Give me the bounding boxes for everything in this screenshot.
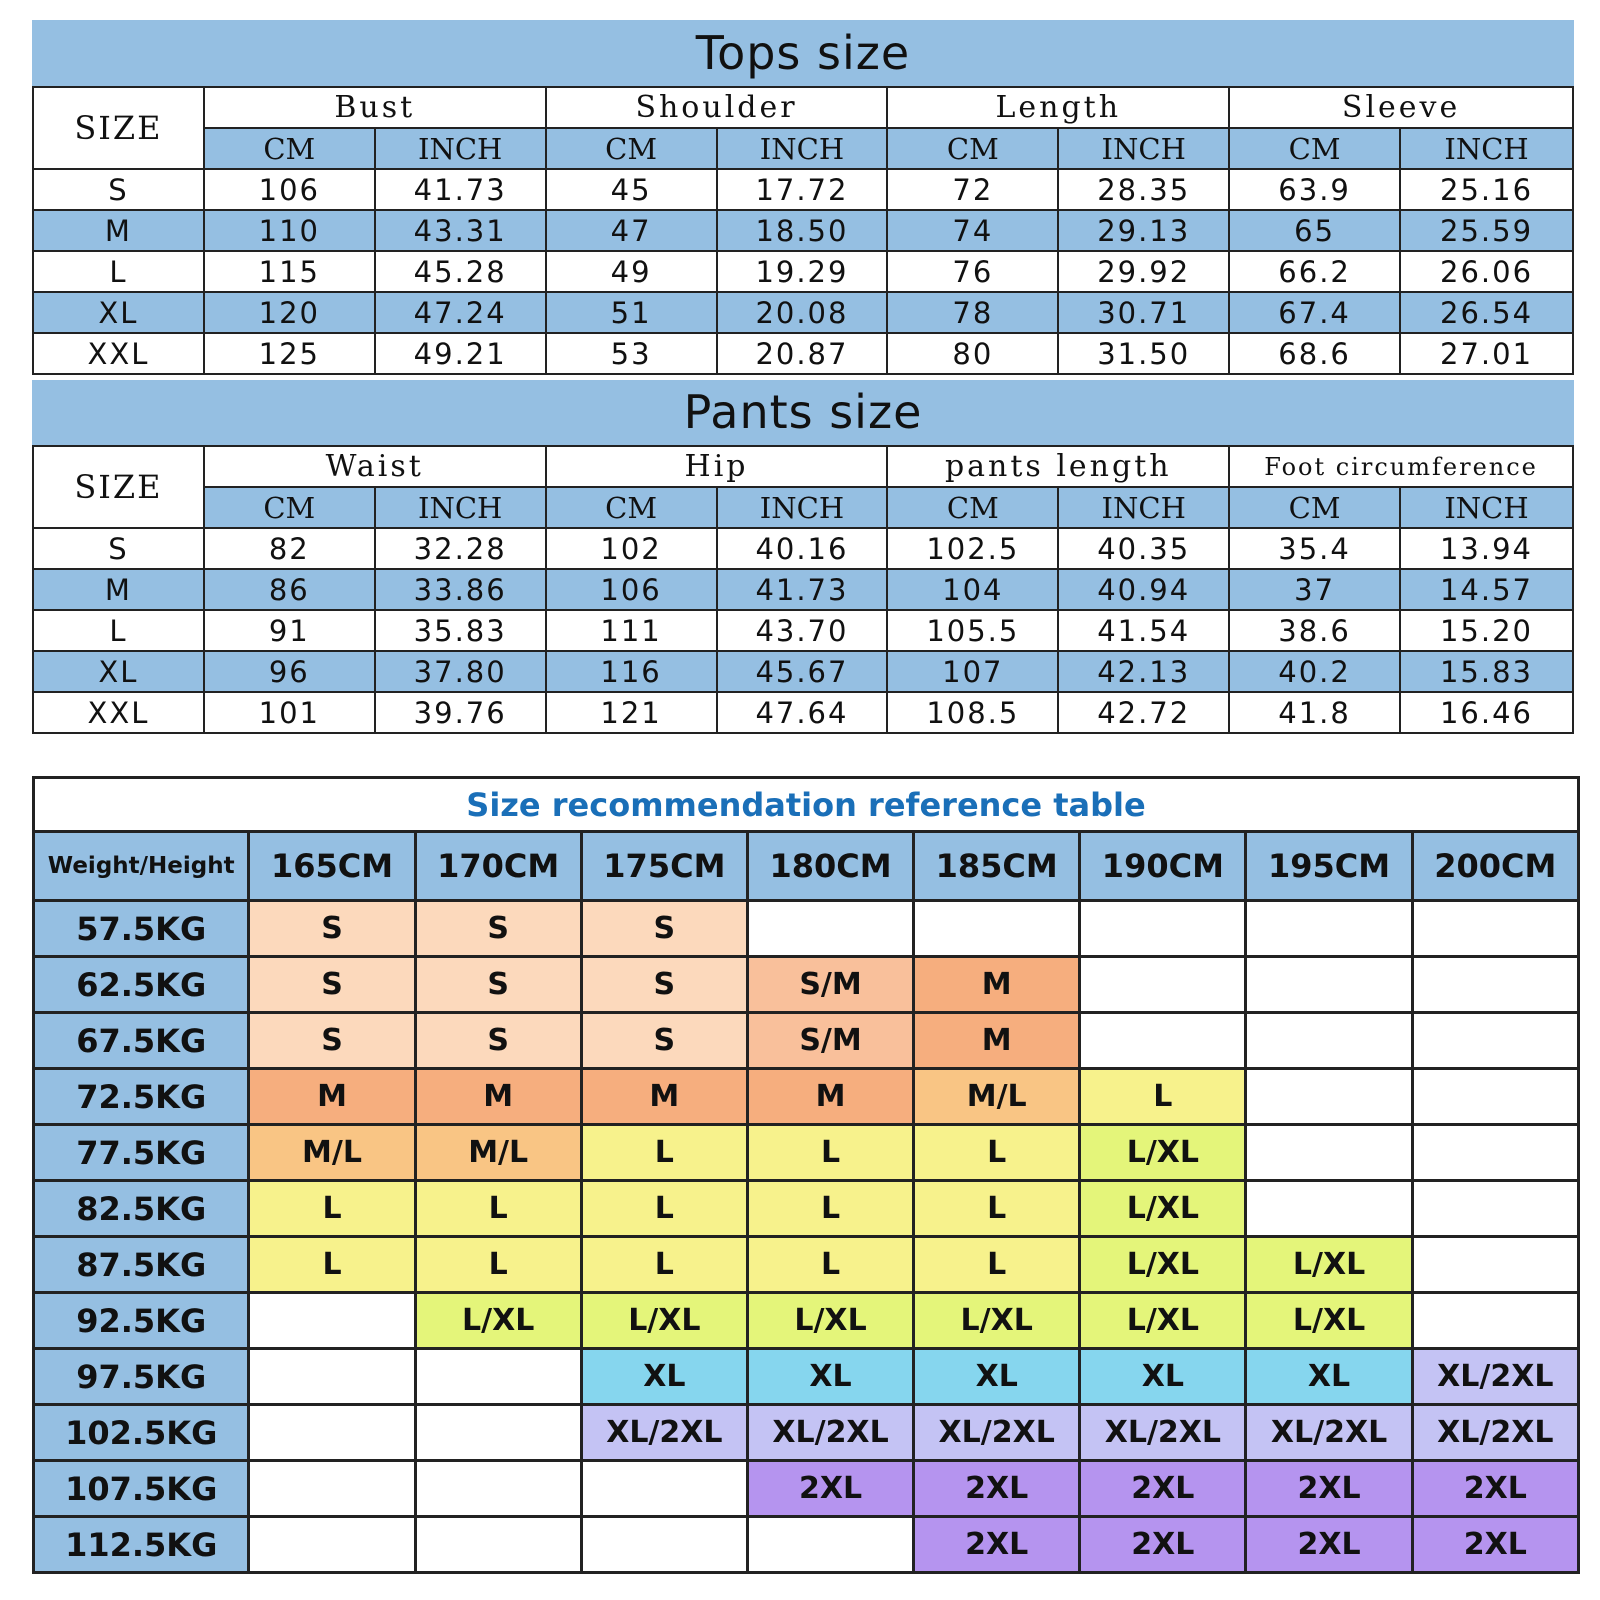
- recommended-size-cell: [1412, 1181, 1578, 1237]
- recommended-size-cell: [1412, 1125, 1578, 1181]
- size-row: [33, 333, 1573, 374]
- recommended-size-cell: 2XL: [1412, 1517, 1578, 1573]
- size-column-header: SIZE: [33, 446, 204, 528]
- measurement-cell: 32.28: [375, 528, 546, 569]
- recommended-size-cell: L/XL: [581, 1293, 747, 1349]
- measure-group-header: Waist: [204, 446, 546, 487]
- measurement-cell: 49.21: [375, 333, 546, 374]
- recommended-size-cell: M: [249, 1069, 415, 1125]
- measurement-cell: 27.01: [1400, 333, 1573, 374]
- measurement-cell: 121: [546, 692, 717, 733]
- measurement-cell: 17.72: [717, 169, 888, 210]
- weight-row: [34, 901, 1579, 957]
- measurement-cell: 115: [204, 251, 375, 292]
- recommended-size-cell: [581, 1461, 747, 1517]
- recommended-size-cell: [1080, 957, 1246, 1013]
- height-header: 170CM: [415, 832, 581, 901]
- measurement-cell: 43.70: [717, 610, 888, 651]
- measurement-cell: 67.4: [1229, 292, 1400, 333]
- recommended-size-cell: [1412, 1013, 1578, 1069]
- size-row: [33, 610, 1573, 651]
- recommended-size-cell: 2XL: [1412, 1461, 1578, 1517]
- recommended-size-cell: L: [1080, 1069, 1246, 1125]
- tops-title: Tops size: [32, 20, 1574, 86]
- recommended-size-cell: XL/2XL: [1412, 1405, 1578, 1461]
- unit-header: CM: [204, 487, 375, 528]
- recommended-size-cell: L: [914, 1181, 1080, 1237]
- unit-header: CM: [1229, 128, 1400, 169]
- recommended-size-cell: S: [249, 901, 415, 957]
- measurement-cell: 26.54: [1400, 292, 1573, 333]
- recommended-size-cell: L/XL: [1080, 1125, 1246, 1181]
- recommended-size-cell: M/L: [415, 1125, 581, 1181]
- measurement-cell: 63.9: [1229, 169, 1400, 210]
- weight-header: 112.5KG: [34, 1517, 249, 1573]
- recommended-size-cell: [249, 1461, 415, 1517]
- measurement-cell: 41.73: [717, 569, 888, 610]
- weight-header: 57.5KG: [34, 901, 249, 957]
- measure-group-header: Sleeve: [1229, 87, 1573, 128]
- recommended-size-cell: [1246, 901, 1412, 957]
- measure-group-header: pants length: [887, 446, 1229, 487]
- measurement-cell: 104: [887, 569, 1058, 610]
- recommended-size-cell: L/XL: [1246, 1237, 1412, 1293]
- measure-group-header: Shoulder: [546, 87, 888, 128]
- measurement-cell: 42.13: [1058, 651, 1229, 692]
- recommended-size-cell: 2XL: [914, 1517, 1080, 1573]
- size-label-cell: L: [33, 610, 204, 651]
- recommended-size-cell: [747, 1517, 913, 1573]
- measurement-cell: 49: [546, 251, 717, 292]
- recommended-size-cell: [415, 1461, 581, 1517]
- measurement-cell: 20.87: [717, 333, 888, 374]
- unit-header: CM: [546, 128, 717, 169]
- recommended-size-cell: [1412, 957, 1578, 1013]
- height-header: 190CM: [1080, 832, 1246, 901]
- weight-header: 82.5KG: [34, 1181, 249, 1237]
- measurement-cell: 38.6: [1229, 610, 1400, 651]
- measurement-cell: 91: [204, 610, 375, 651]
- weight-header: 102.5KG: [34, 1405, 249, 1461]
- weight-height-corner: Weight/Height: [34, 832, 249, 901]
- measure-group-header: Foot circumference: [1229, 446, 1573, 487]
- recommended-size-cell: [415, 1517, 581, 1573]
- pants-group-header-row: [33, 446, 1573, 487]
- recommended-size-cell: [249, 1517, 415, 1573]
- measurement-cell: 108.5: [887, 692, 1058, 733]
- measurement-cell: 29.92: [1058, 251, 1229, 292]
- measurement-cell: 72: [887, 169, 1058, 210]
- unit-header: INCH: [1058, 487, 1229, 528]
- measurement-cell: 47.24: [375, 292, 546, 333]
- recommended-size-cell: 2XL: [1080, 1517, 1246, 1573]
- measurement-cell: 86: [204, 569, 375, 610]
- recommended-size-cell: [914, 901, 1080, 957]
- unit-header: CM: [546, 487, 717, 528]
- measurement-cell: 43.31: [375, 210, 546, 251]
- weight-header: 72.5KG: [34, 1069, 249, 1125]
- measurement-cell: 78: [887, 292, 1058, 333]
- recommended-size-cell: M: [581, 1069, 747, 1125]
- height-header: 165CM: [249, 832, 415, 901]
- measurement-cell: 105.5: [887, 610, 1058, 651]
- recommended-size-cell: XL: [581, 1349, 747, 1405]
- recommended-size-cell: L: [747, 1125, 913, 1181]
- recommended-size-cell: S: [249, 1013, 415, 1069]
- recommendation-title: Size recommendation reference table: [34, 778, 1579, 832]
- weight-row: [34, 1461, 1579, 1517]
- measurement-cell: 66.2: [1229, 251, 1400, 292]
- recommended-size-cell: [1080, 1013, 1246, 1069]
- measurement-cell: 47.64: [717, 692, 888, 733]
- recommended-size-cell: S: [415, 957, 581, 1013]
- recommended-size-cell: M: [415, 1069, 581, 1125]
- recommended-size-cell: [1412, 901, 1578, 957]
- measurement-cell: 101: [204, 692, 375, 733]
- weight-row: [34, 1237, 1579, 1293]
- measurement-cell: 51: [546, 292, 717, 333]
- recommended-size-cell: L: [914, 1237, 1080, 1293]
- measure-group-header: Length: [887, 87, 1229, 128]
- size-label-cell: XXL: [33, 333, 204, 374]
- recommended-size-cell: S/M: [747, 957, 913, 1013]
- measurement-cell: 53: [546, 333, 717, 374]
- measurement-cell: 16.46: [1400, 692, 1573, 733]
- recommended-size-cell: 2XL: [914, 1461, 1080, 1517]
- recommended-size-cell: S: [581, 901, 747, 957]
- tops-group-header-row: [33, 87, 1573, 128]
- unit-header: INCH: [717, 128, 888, 169]
- measurement-cell: 110: [204, 210, 375, 251]
- recommended-size-cell: L: [415, 1181, 581, 1237]
- recommended-size-cell: 2XL: [1246, 1461, 1412, 1517]
- recommended-size-cell: L: [249, 1181, 415, 1237]
- unit-header: INCH: [1400, 487, 1573, 528]
- recommended-size-cell: S: [581, 957, 747, 1013]
- measurement-cell: 68.6: [1229, 333, 1400, 374]
- recommended-size-cell: [581, 1517, 747, 1573]
- weight-row: [34, 1181, 1579, 1237]
- measurement-cell: 41.54: [1058, 610, 1229, 651]
- recommended-size-cell: [747, 901, 913, 957]
- measurement-cell: 30.71: [1058, 292, 1229, 333]
- measurement-cell: 31.50: [1058, 333, 1229, 374]
- size-row: [33, 169, 1573, 210]
- measurement-cell: 116: [546, 651, 717, 692]
- weight-header: 87.5KG: [34, 1237, 249, 1293]
- recommended-size-cell: L: [581, 1181, 747, 1237]
- recommended-size-cell: [1246, 957, 1412, 1013]
- recommended-size-cell: [1246, 1125, 1412, 1181]
- recommended-size-cell: L/XL: [1080, 1237, 1246, 1293]
- unit-header: INCH: [1058, 128, 1229, 169]
- measurement-cell: 29.13: [1058, 210, 1229, 251]
- recommended-size-cell: XL: [1080, 1349, 1246, 1405]
- size-row: [33, 292, 1573, 333]
- unit-header: INCH: [717, 487, 888, 528]
- measure-group-header: Hip: [546, 446, 888, 487]
- measurement-cell: 42.72: [1058, 692, 1229, 733]
- height-header-row: [34, 832, 1579, 901]
- recommended-size-cell: XL: [914, 1349, 1080, 1405]
- measurement-cell: 35.83: [375, 610, 546, 651]
- measurement-cell: 106: [546, 569, 717, 610]
- size-label-cell: M: [33, 210, 204, 251]
- recommended-size-cell: [1246, 1013, 1412, 1069]
- recommended-size-cell: [415, 1405, 581, 1461]
- weight-row: [34, 1293, 1579, 1349]
- weight-row: [34, 1125, 1579, 1181]
- unit-header: CM: [887, 487, 1058, 528]
- height-header: 200CM: [1412, 832, 1578, 901]
- recommended-size-cell: XL/2XL: [914, 1405, 1080, 1461]
- recommended-size-cell: L: [747, 1237, 913, 1293]
- size-recommendation-table: [32, 776, 1580, 1574]
- size-label-cell: XL: [33, 651, 204, 692]
- size-row: [33, 251, 1573, 292]
- recommended-size-cell: [1412, 1293, 1578, 1349]
- weight-header: 107.5KG: [34, 1461, 249, 1517]
- unit-header: INCH: [375, 487, 546, 528]
- size-label-cell: S: [33, 528, 204, 569]
- recommended-size-cell: XL/2XL: [581, 1405, 747, 1461]
- measurement-cell: 82: [204, 528, 375, 569]
- recommended-size-cell: L: [581, 1237, 747, 1293]
- measurement-cell: 125: [204, 333, 375, 374]
- measurement-cell: 28.35: [1058, 169, 1229, 210]
- size-row: [33, 528, 1573, 569]
- weight-header: 67.5KG: [34, 1013, 249, 1069]
- recommended-size-cell: M: [914, 1013, 1080, 1069]
- weight-row: [34, 1517, 1579, 1573]
- measurement-cell: 40.16: [717, 528, 888, 569]
- measurement-cell: 76: [887, 251, 1058, 292]
- recommended-size-cell: 2XL: [1246, 1517, 1412, 1573]
- measurement-cell: 74: [887, 210, 1058, 251]
- measure-group-header: Bust: [204, 87, 546, 128]
- height-header: 180CM: [747, 832, 913, 901]
- recommended-size-cell: L/XL: [415, 1293, 581, 1349]
- weight-row: [34, 1405, 1579, 1461]
- recommended-size-cell: L: [747, 1181, 913, 1237]
- recommended-size-cell: M: [914, 957, 1080, 1013]
- size-row: [33, 651, 1573, 692]
- weight-row: [34, 1013, 1579, 1069]
- unit-header: INCH: [1400, 128, 1573, 169]
- recommended-size-cell: M: [747, 1069, 913, 1125]
- pants-unit-header-row: [33, 487, 1573, 528]
- recommended-size-cell: [249, 1293, 415, 1349]
- size-label-cell: XL: [33, 292, 204, 333]
- measurement-cell: 26.06: [1400, 251, 1573, 292]
- measurement-cell: 45.28: [375, 251, 546, 292]
- recommendation-title-row: [34, 778, 1579, 832]
- size-row: [33, 569, 1573, 610]
- measurement-cell: 40.2: [1229, 651, 1400, 692]
- measurement-cell: 65: [1229, 210, 1400, 251]
- recommended-size-cell: M/L: [249, 1125, 415, 1181]
- recommended-size-cell: L/XL: [1246, 1293, 1412, 1349]
- weight-row: [34, 957, 1579, 1013]
- measurement-cell: 37.80: [375, 651, 546, 692]
- weight-header: 77.5KG: [34, 1125, 249, 1181]
- recommended-size-cell: XL/2XL: [1412, 1349, 1578, 1405]
- weight-header: 62.5KG: [34, 957, 249, 1013]
- weight-header: 97.5KG: [34, 1349, 249, 1405]
- recommended-size-cell: [1246, 1069, 1412, 1125]
- recommended-size-cell: L/XL: [1080, 1293, 1246, 1349]
- recommended-size-cell: L/XL: [1080, 1181, 1246, 1237]
- size-column-header: SIZE: [33, 87, 204, 169]
- measurement-cell: 40.35: [1058, 528, 1229, 569]
- recommended-size-cell: L: [581, 1125, 747, 1181]
- measurement-cell: 106: [204, 169, 375, 210]
- unit-header: CM: [204, 128, 375, 169]
- measurement-cell: 25.59: [1400, 210, 1573, 251]
- height-header: 175CM: [581, 832, 747, 901]
- recommended-size-cell: [1412, 1237, 1578, 1293]
- pants-title: Pants size: [32, 380, 1574, 445]
- measurement-cell: 47: [546, 210, 717, 251]
- measurement-cell: 111: [546, 610, 717, 651]
- weight-header: 92.5KG: [34, 1293, 249, 1349]
- measurement-cell: 18.50: [717, 210, 888, 251]
- measurement-cell: 102: [546, 528, 717, 569]
- measurement-cell: 15.20: [1400, 610, 1573, 651]
- unit-header: CM: [887, 128, 1058, 169]
- recommended-size-cell: S: [581, 1013, 747, 1069]
- recommended-size-cell: S: [249, 957, 415, 1013]
- recommended-size-cell: [1412, 1069, 1578, 1125]
- recommended-size-cell: XL/2XL: [1080, 1405, 1246, 1461]
- recommended-size-cell: 2XL: [747, 1461, 913, 1517]
- height-header: 195CM: [1246, 832, 1412, 901]
- size-row: [33, 210, 1573, 251]
- recommended-size-cell: [249, 1405, 415, 1461]
- measurement-cell: 96: [204, 651, 375, 692]
- recommended-size-cell: XL: [1246, 1349, 1412, 1405]
- measurement-cell: 14.57: [1400, 569, 1573, 610]
- measurement-cell: 33.86: [375, 569, 546, 610]
- measurement-cell: 120: [204, 292, 375, 333]
- measurement-cell: 37: [1229, 569, 1400, 610]
- measurement-cell: 35.4: [1229, 528, 1400, 569]
- recommended-size-cell: L: [249, 1237, 415, 1293]
- unit-header: INCH: [375, 128, 546, 169]
- recommended-size-cell: [249, 1349, 415, 1405]
- measurement-cell: 40.94: [1058, 569, 1229, 610]
- height-header: 185CM: [914, 832, 1080, 901]
- size-row: [33, 692, 1573, 733]
- weight-row: [34, 1349, 1579, 1405]
- tops-size-table: [32, 86, 1574, 375]
- recommended-size-cell: S: [415, 1013, 581, 1069]
- recommended-size-cell: L: [415, 1237, 581, 1293]
- weight-row: [34, 1069, 1579, 1125]
- measurement-cell: 45: [546, 169, 717, 210]
- pants-size-table: [32, 445, 1574, 734]
- tops-unit-header-row: [33, 128, 1573, 169]
- measurement-cell: 13.94: [1400, 528, 1573, 569]
- recommended-size-cell: [415, 1349, 581, 1405]
- recommended-size-cell: XL: [747, 1349, 913, 1405]
- measurement-cell: 15.83: [1400, 651, 1573, 692]
- size-label-cell: M: [33, 569, 204, 610]
- measurement-cell: 25.16: [1400, 169, 1573, 210]
- measurement-cell: 39.76: [375, 692, 546, 733]
- size-label-cell: XXL: [33, 692, 204, 733]
- recommended-size-cell: [1246, 1181, 1412, 1237]
- size-label-cell: S: [33, 169, 204, 210]
- measurement-cell: 80: [887, 333, 1058, 374]
- measurement-cell: 45.67: [717, 651, 888, 692]
- measurement-cell: 107: [887, 651, 1058, 692]
- measurement-cell: 41.73: [375, 169, 546, 210]
- unit-header: CM: [1229, 487, 1400, 528]
- measurement-cell: 19.29: [717, 251, 888, 292]
- recommended-size-cell: S: [415, 901, 581, 957]
- recommended-size-cell: L: [914, 1125, 1080, 1181]
- recommended-size-cell: M/L: [914, 1069, 1080, 1125]
- recommended-size-cell: 2XL: [1080, 1461, 1246, 1517]
- recommended-size-cell: XL/2XL: [747, 1405, 913, 1461]
- recommended-size-cell: XL/2XL: [1246, 1405, 1412, 1461]
- size-label-cell: L: [33, 251, 204, 292]
- recommended-size-cell: [1080, 901, 1246, 957]
- measurement-cell: 41.8: [1229, 692, 1400, 733]
- recommended-size-cell: L/XL: [914, 1293, 1080, 1349]
- recommended-size-cell: L/XL: [747, 1293, 913, 1349]
- measurement-cell: 102.5: [887, 528, 1058, 569]
- recommended-size-cell: S/M: [747, 1013, 913, 1069]
- measurement-cell: 20.08: [717, 292, 888, 333]
